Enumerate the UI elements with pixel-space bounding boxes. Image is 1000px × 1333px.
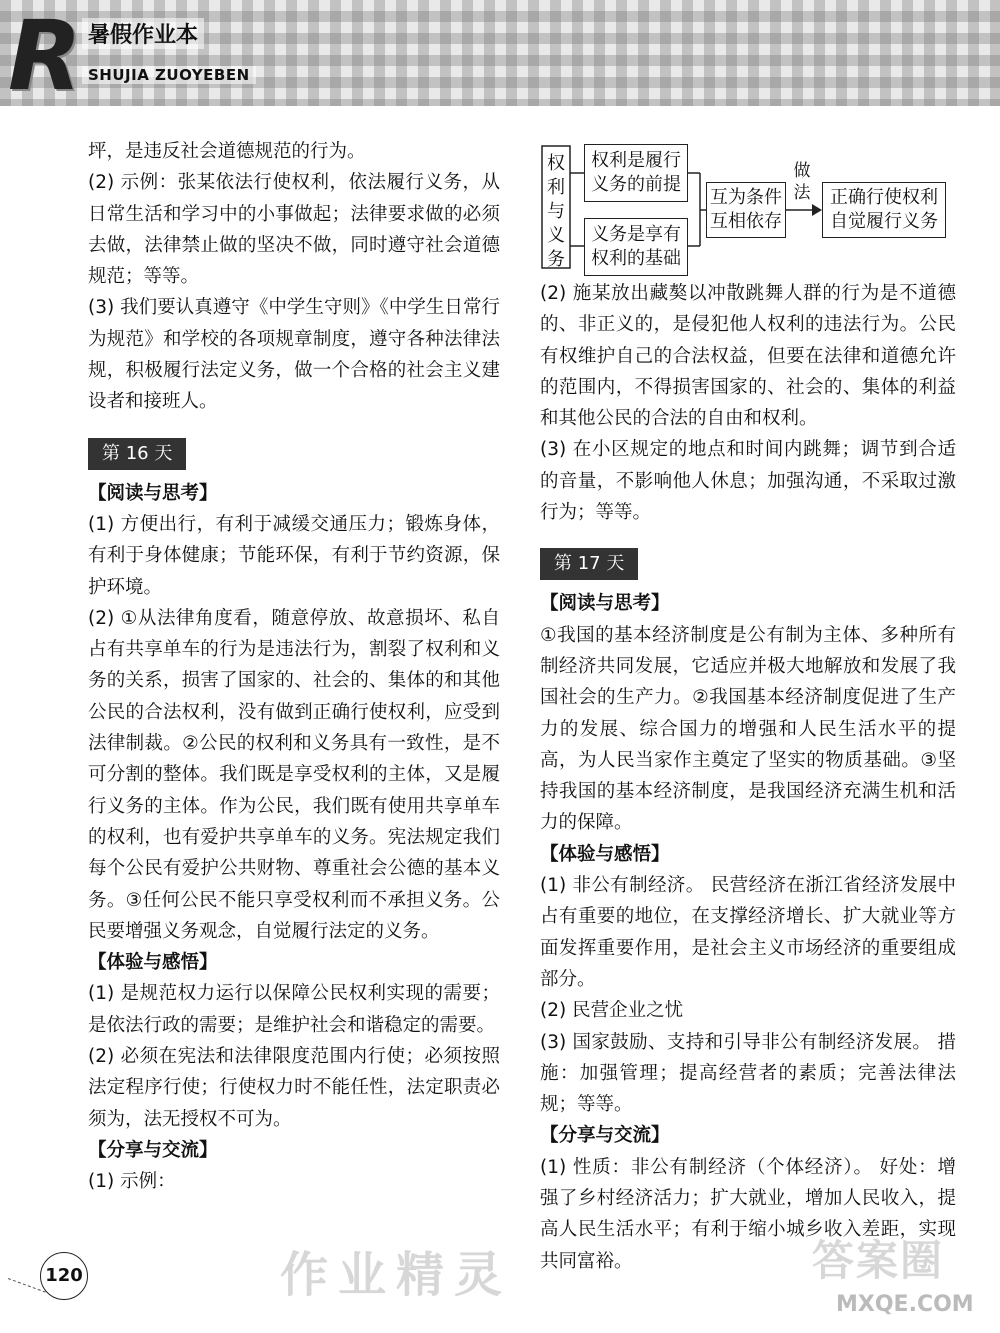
paragraph: (2) ①从法律角度看，随意停放、故意损坏、私自占有共享单车的行为是违法行为，割裂了权利和义务的关系，损害了国家的、社会的、集体的和其他公民的合法权利，没有做到正确行使权利，应受到法律制裁。②公民的权利和义务具有一致性，是不可分割的整体。我们既是享受权利的主体，又是履行义务的主体。作为公民，我们既有使用共享单车的权利，也有爱护共享单车的义务。宪法规定我们每个公民有爱护公共财物、尊重社会公德的基本义务。③任何公民不能只享受权利而不承担义务。公民要增强义务观念，自觉履行法定的义务。	[88, 607, 500, 942]
diagram-box-practice: 正确行使权利自觉履行义务	[822, 182, 946, 238]
diagram-arrow-label: 做法	[793, 161, 811, 203]
paragraph: (1) 示例：	[88, 1171, 176, 1193]
book-subtitle: SHUJIA ZUOYEBEN	[82, 66, 256, 84]
diagram-vertical-label: 权利与义务	[547, 153, 565, 270]
paragraph: ①我国的基本经济制度是公有制为主体、多种所有制经济共同发展，它适应并极大地解放和发展了我国社会的生产力。②我国基本经济制度促进了生产力的发展、综合国力的增强和人民生活水平的提高，为人民当家作主奠定了坚实的物质基础。③坚持我国的基本经济制度，是我国经济充满生机和活力的保障。	[540, 624, 956, 834]
left-column	[88, 136, 500, 1198]
paragraph: (1) 非公有制经济。 民营经济在浙江省经济发展中占有重要的地位，在支撑经济增长、扩大就业等方面发挥重要作用，是社会主义市场经济的重要组成部分。	[540, 875, 956, 990]
paragraph: (1) 方便出行，有利于减缓交通压力；锻炼身体，有利于身体健康；节能环保，有利于节约资源，保护环境。	[88, 513, 500, 598]
watermark-url: MXQE.COM	[836, 1292, 974, 1317]
section-heading-experience: 【体验与感悟】	[88, 952, 218, 974]
right-column	[540, 278, 956, 1277]
section-heading-share: 【分享与交流】	[88, 1139, 218, 1161]
day-16-title: 第 16 天	[88, 438, 186, 470]
rights-duties-diagram	[540, 138, 950, 273]
page-header	[0, 0, 1000, 112]
paragraph: (2) 施某放出藏獒以冲散跳舞人群的行为是不道德的、非正义的，是侵犯他人权利的违法行为。公民有权维护自己的合法权益，但要在法律和道德允许的范围内，不得损害国家的、社会的、集体的利益和其他公民的合法的自由和权利。	[540, 283, 956, 430]
paragraph: (2) 必须在宪法和法律限度范围内行使；必须按照法定程序行使；行使权力时不能任性，法定职责必须为，法无授权不可为。	[88, 1046, 500, 1130]
section-heading-experience: 【体验与感悟】	[540, 843, 670, 865]
section-heading-share: 【分享与交流】	[540, 1125, 670, 1147]
section-heading-read: 【阅读与思考】	[540, 593, 670, 615]
watermark-left: 作业精灵	[280, 1247, 513, 1303]
paragraph: (2) 示例：张某依法行使权利，依法履行义务，从日常生活和学习中的小事做起；法律要求做的必须去做，法律禁止做的坚决不做，同时遵守社会道德规范；等等。	[88, 172, 500, 288]
logo: R	[8, 0, 82, 112]
paragraph: (1) 是规范权力运行以保障公民权利实现的需要；是依法行政的需要；是维护社会和谐稳定的需要。	[88, 983, 500, 1036]
paragraph: (3) 国家鼓励、支持和引导非公有制经济发展。 措施：加强管理；提高经营者的素质；完善法律法规；等等。	[540, 1031, 956, 1116]
diagram-box-mutual: 互为条件互相依存	[706, 182, 786, 238]
section-heading-read: 【阅读与思考】	[88, 482, 218, 504]
book-title: 暑假作业本	[82, 18, 204, 49]
day-17-title: 第 17 天	[540, 548, 638, 580]
paragraph: (2) 民营企业之忧	[540, 1000, 684, 1022]
paragraph: 坪，是违反社会道德规范的行为。	[88, 141, 366, 162]
arrow-head	[812, 204, 822, 216]
diagram-box-rights: 权利是履行义务的前提	[584, 144, 688, 202]
diagram-box-duties: 义务是享有权利的基础	[584, 218, 688, 276]
page-number: 120	[40, 1252, 88, 1300]
paragraph: (1) 性质：非公有制经济（个体经济）。 好处：增强了乡村经济活力；扩大就业，增加人民收入，提高人民生活水平；有利于缩小城乡收入差距，实现共同富裕。	[540, 1156, 956, 1272]
watermark-right: 答案圈	[812, 1236, 945, 1285]
paragraph: (3) 在小区规定的地点和时间内跳舞；调节到合适的音量，不影响他人休息；加强沟通，不采取过激行为；等等。	[540, 439, 956, 524]
paragraph: (3) 我们要认真遵守《中学生守则》《中学生日常行为规范》和学校的各项规章制度，遵守各种法律法规，积极履行法定义务，做一个合格的社会主义建设者和接班人。	[88, 297, 500, 413]
